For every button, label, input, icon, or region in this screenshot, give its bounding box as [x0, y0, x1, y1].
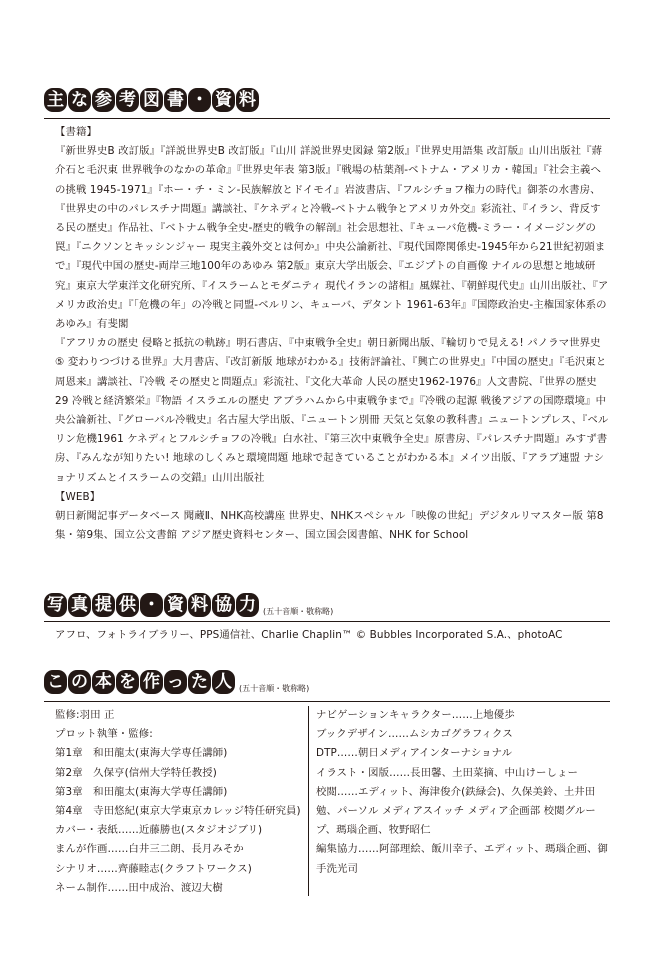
credit-item: 第3章 和田龍太(東海大学専任講師) — [55, 785, 228, 798]
credit-item: シナリオ……齊藤睦志(クラフトワークス) — [55, 862, 252, 875]
credit-item: 第2章 久保亨(信州大学特任教授) — [55, 766, 217, 779]
heading-char: 資 — [212, 88, 235, 112]
credit-item: 第4章 寺田悠紀(東京大学東京カレッジ特任研究員) — [55, 805, 301, 818]
heading-char: 図 — [140, 88, 163, 112]
credit-proofreading: 校閲……エディット、海津俊介(鉄緑会)、久保美鈴、土井田勉、パーソル メディアスイッチ メディア企画部 校閲グループ、瑪瑙企画、牧野昭仁 — [316, 785, 596, 837]
heading-char: こ — [44, 670, 67, 694]
credit-item: 監修:羽田 正 — [55, 709, 115, 721]
heading-char: を — [116, 670, 139, 694]
credit-dtp: DTP……朝日メディアインターナショナル — [316, 747, 513, 760]
heading-char: ・ — [188, 88, 211, 112]
heading-char: 人 — [212, 670, 235, 694]
credit-navigation: ナビゲーションキャラクター……上地優歩 — [316, 709, 515, 721]
credits-heading — [44, 670, 309, 694]
heading-char: 考 — [116, 88, 139, 112]
heading-char: 提 — [92, 593, 115, 617]
heading-char: の — [68, 670, 91, 694]
photo-credits: アフロ、フォトライブラリー、PPS通信社、Charlie Chaplin™ © Bubbles Incorporated S.A.、photoAC — [55, 629, 563, 641]
photo-heading — [44, 593, 333, 617]
heading-char: 参 — [92, 88, 115, 112]
books-list-2: 『アフリカの歴史 侵略と抵抗の軌跡』明石書店、『中東戦争全史』朝日新聞出版、『輪切りで見える! パノラマ世界史⑤ 変わりつづける世界』大月書店、『改訂新版 地球がわかる』技術評論社、『興亡の世界史』『中国の歴史』『毛沢東と周恩来』講談社、『冷戦 その歴史と問題点』彩流社、『文化大革命 人民の歴史1962-1976』人文書院、『世界の歴史29 冷戦と経済繁栄』『物語 イスラエルの歴史 アブラハムから中東戦争まで』『冷戦の起源 戦後アジアの国際環境』中央公論新社、『グローバル冷戦史』名古屋大学出版、『ニュートン別冊 天気と気象の教科書』ニュートンプレス、『ベルリン危機1961 ケネディとフルシチョフの冷戦』白水社、『第三次中東戦争全史』原書房、『パレスチナ問題』みすず書房、『みんなが知りたい! 地球のしくみと環境問題 地球で起きていることがわかる本』メイツ出版、『アラブ連盟 ナショナリズムとイスラームの交錯』山川出版社 — [55, 337, 609, 484]
credit-item: 第1章 和田龍太(東海大学専任講師) — [55, 747, 228, 760]
heading-char: 資 — [164, 593, 187, 617]
heading-char: 本 — [92, 670, 115, 694]
column-divider — [308, 706, 309, 896]
heading-char: ・ — [140, 593, 163, 617]
references-rule — [44, 118, 610, 119]
credit-book-design: ブックデザイン……ムシカゴグラフィクス — [316, 728, 513, 741]
credit-illustration: イラスト・図版……長田馨、土田菜摘、中山けーしょー — [316, 766, 578, 779]
credits-left-column — [55, 706, 305, 898]
heading-char: 力 — [236, 593, 259, 617]
heading-char: っ — [164, 670, 187, 694]
heading-char: 料 — [188, 593, 211, 617]
heading-char: 書 — [164, 88, 187, 112]
heading-char: 作 — [140, 670, 163, 694]
credit-editorial: 編集協力……阿部理絵、飯川幸子、エディット、瑪瑙企画、御手洗光司 — [316, 843, 608, 875]
credits-right-column — [316, 706, 610, 879]
references-body — [55, 123, 610, 545]
heading-char: 協 — [212, 593, 235, 617]
web-list: 朝日新聞記事データベース 聞蔵Ⅱ、NHK高校講座 世界史、NHKスペシャル「映像の世紀」デジタルリマスター版 第8集・第9集、国立公文書館 アジア歴史資料センター、国立国会図書館、NHK for School — [55, 510, 604, 542]
photo-rule — [44, 621, 610, 622]
photo-body — [55, 626, 610, 645]
credits-heading-note: (五十音順・敬称略) — [239, 684, 310, 693]
credit-item: まんが作画……白井三二朗、長月みそか — [55, 843, 244, 856]
credit-item: プロット執筆・監修: — [55, 728, 153, 741]
references-heading — [44, 88, 260, 112]
credit-item: カバー・表紙……近藤勝也(スタジオジブリ) — [55, 824, 263, 837]
heading-char: 真 — [68, 593, 91, 617]
books-label: 【書籍】 — [55, 126, 97, 138]
credit-item: ネーム制作……田中成治、渡辺大樹 — [55, 881, 223, 894]
books-list-1: 『新世界史B 改訂版』『詳説世界史B 改訂版』『山川 詳説世界史図録 第2版』『世界史用語集 改訂版』山川出版社『蔣介石と毛沢東 世界戦争のなかの革命』『世界史年表 第3版』『戦場の枯葉剤-ベトナム・アメリカ・韓国』『社会主義への挑戦 1945-1971』『ホー・チ・ミン-民族解放とドイモイ』岩波書店、『フルシチョフ権力の時代』御茶の水書房、『世界史の中のパレスチナ問題』講談社、『ケネディと冷戦-ベトナム戦争とアメリカ外交』彩流社、『イラン、背反する民の歴史』作品社、『ベトナム戦争全史-歴史的戦争の解剖』社会思想社、『キューバ危機-ミラー・イメージングの罠』『ニクソンとキッシンジャー 現実主義外交とは何か』中央公論新社、『現代国際関係史-1945年から21世紀初頭まで』『現代中国の歴史-両岸三地100年のあゆみ 第2版』東京大学出版会、『エジプトの自画像 ナイルの思想と地域研究』東京大学東洋文化研究所、『イスラームとモダニティ 現代イランの諸相』風媒社、『朝鮮現代史』山川出版社、『アメリカ政治史』『「危機の年」の冷戦と同盟-ベルリン、キューバ、デタント 1961-63年』『国際政治史-主権国家体系のあゆみ』有斐閣 — [55, 145, 609, 331]
heading-char: 主 — [44, 88, 67, 112]
heading-char: 供 — [116, 593, 139, 617]
heading-char: 写 — [44, 593, 67, 617]
heading-char: 料 — [236, 88, 259, 112]
heading-char: た — [188, 670, 211, 694]
credits-rule — [44, 701, 610, 702]
photo-heading-note: (五十音順・敬称略) — [263, 607, 334, 616]
web-label: 【WEB】 — [55, 490, 101, 503]
heading-char: な — [68, 88, 91, 112]
